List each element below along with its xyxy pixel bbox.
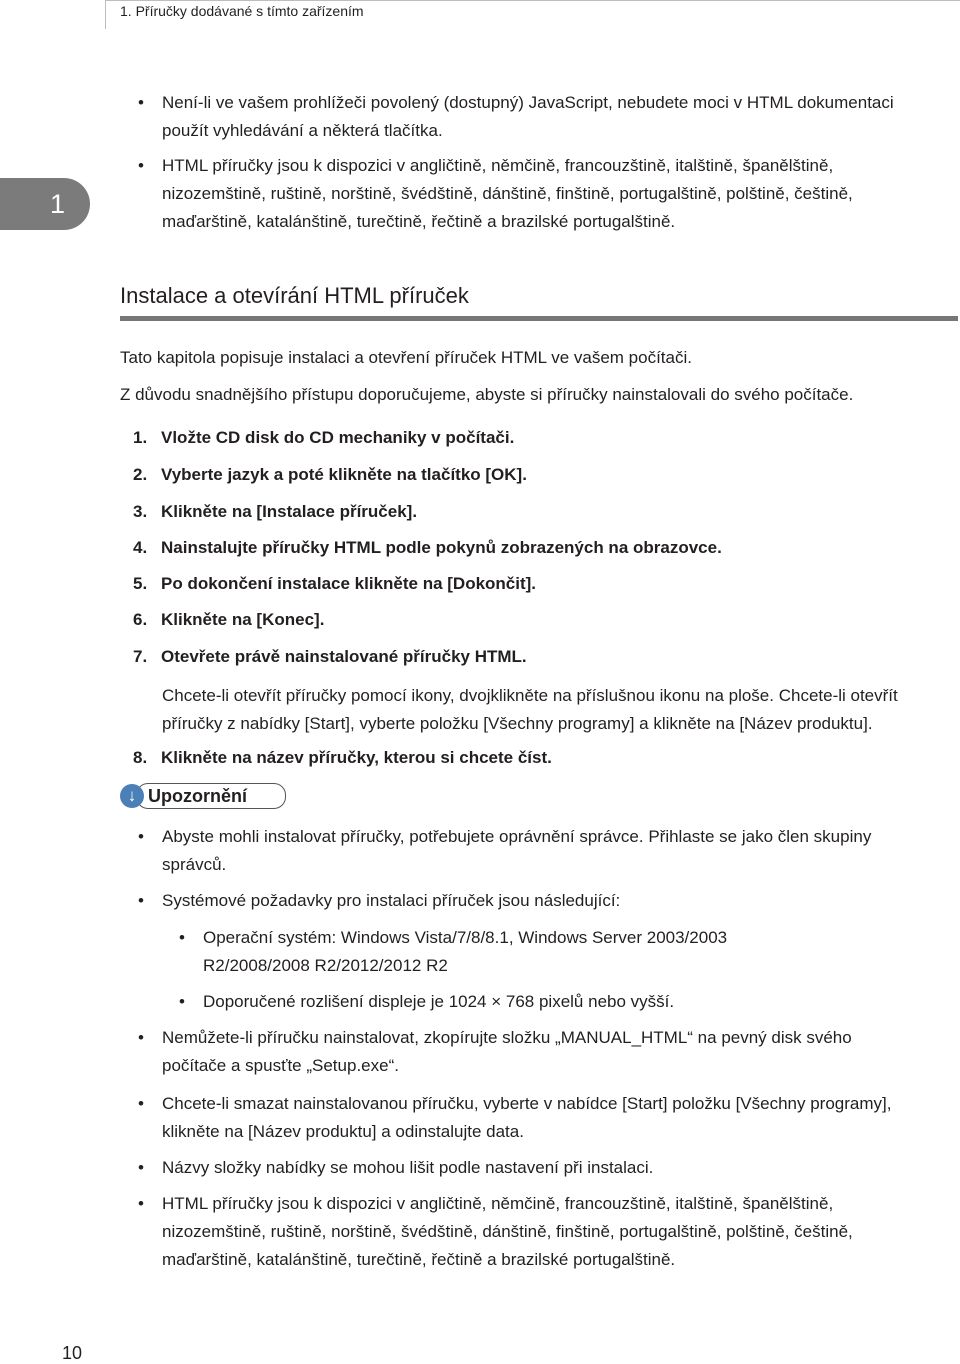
caution-label: Upozornění xyxy=(148,786,247,806)
bullet-icon: • xyxy=(138,1094,144,1113)
list-item: • Není-li ve vašem prohlížeči povolený (dostupný) JavaScript, nebudete moci v HTML dokumentaci použít vyhledávání a některá tlačítka. xyxy=(162,89,894,145)
down-arrow-icon: ↓ xyxy=(120,784,144,808)
step-1: 1. Vložte CD disk do CD mechaniky v počítači. xyxy=(133,428,515,447)
step-2: 2. Vyberte jazyk a poté klikněte na tlačítko [OK]. xyxy=(133,465,527,484)
paragraph: Tato kapitola popisuje instalaci a otevření příruček HTML ve vašem počítači. xyxy=(120,348,692,367)
bullet-icon: • xyxy=(179,928,185,947)
step-3: 3. Klikněte na [Instalace příruček]. xyxy=(133,502,418,521)
list-item: • HTML příručky jsou k dispozici v angličtině, němčině, francouzštině, italštině, španělštině, nizozemštině, ruštině, norštině, švédštině, dánštině, finštině, portugalštině, polštině, češtině, maďarštině, katalánštině, turečtině, řečtině a brazilské portugalštině. xyxy=(162,1190,853,1274)
bullet-icon: • xyxy=(138,827,144,846)
heading-rule xyxy=(120,316,958,321)
step-5: 5. Po dokončení instalace klikněte na [Dokončit]. xyxy=(133,574,537,593)
chapter-tab: 1 xyxy=(0,178,90,230)
step-6: 6. Klikněte na [Konec]. xyxy=(133,610,325,629)
sub-list-item: • Doporučené rozlišení displeje je 1024 × 768 pixelů nebo vyšší. xyxy=(203,988,674,1016)
list-item: • Chcete-li smazat nainstalovanou příručku, vyberte v nabídce [Start] položku [Všechny programy], klikněte na [Název produktu] a odinstalujte data. xyxy=(162,1090,891,1146)
bullet-icon: • xyxy=(138,1158,144,1177)
running-header: 1. Příručky dodávané s tímto zařízením xyxy=(120,3,364,19)
list-item: • Abyste mohli instalovat příručky, potřebujete oprávnění správce. Přihlaste se jako člen skupiny správců. xyxy=(162,823,871,879)
caution-heading xyxy=(120,783,286,809)
list-item: • Nemůžete-li příručku nainstalovat, zkopírujte složku „MANUAL_HTML“ na pevný disk svého počítače a spusťte „Setup.exe“. xyxy=(162,1024,852,1080)
paragraph: Z důvodu snadnějšího přístupu doporučujeme, abyste si příručky nainstalovali do svého počítače. xyxy=(120,385,854,404)
step-7: 7. Otevřete právě nainstalované příručky HTML. xyxy=(133,647,527,666)
bullet-icon: • xyxy=(138,1194,144,1213)
bullet-icon: • xyxy=(138,891,144,910)
section-heading: Instalace a otevírání HTML příruček xyxy=(120,283,469,308)
step-8: 8. Klikněte na název příručky, kterou si chcete číst. xyxy=(133,748,552,767)
list-item: • Názvy složky nabídky se mohou lišit podle nastavení při instalaci. xyxy=(162,1154,653,1182)
bullet-icon: • xyxy=(179,992,185,1011)
page-number: 10 xyxy=(62,1343,83,1363)
bullet-icon: • xyxy=(138,156,144,175)
step-4: 4. Nainstalujte příručky HTML podle pokynů zobrazených na obrazovce. xyxy=(133,538,722,557)
bullet-icon: • xyxy=(138,1028,144,1047)
list-item: • HTML příručky jsou k dispozici v angličtině, němčině, francouzštině, italštině, španělštině, nizozemštině, ruštině, norštině, švédštině, dánštině, finštině, portugalštině, polštině, češtině, maďarštině, katalánštině, turečtině, řečtině a brazilské portugalštině. xyxy=(162,152,853,236)
list-item: • Systémové požadavky pro instalaci příruček jsou následující: xyxy=(162,887,620,915)
bullet-icon: • xyxy=(138,93,144,112)
sub-list-item: • Operační systém: Windows Vista/7/8/8.1, Windows Server 2003/2003 R2/2008/2008 R2/2012/2012 R2 xyxy=(203,924,727,980)
step-7-note: Chcete-li otevřít příručky pomocí ikony, dvojklikněte na příslušnou ikonu na ploše. Chcete-li otevřít příručky z nabídky [Start], vyberte položku [Všechny programy] a klikněte na [Název produktu]. xyxy=(162,686,898,733)
